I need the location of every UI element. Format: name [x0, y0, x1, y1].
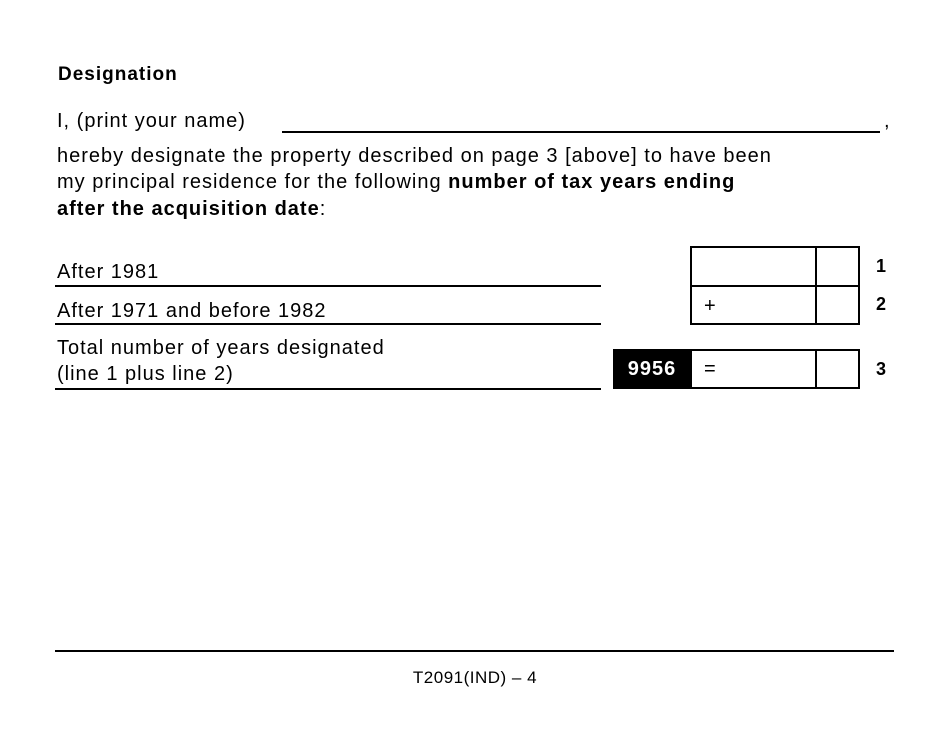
line-1-label: After 1981	[57, 261, 160, 283]
line-3-underline	[55, 388, 601, 390]
statement-line-3-bold: after the acquisition date	[57, 198, 320, 220]
line-1-number: 1	[876, 256, 887, 276]
line-3-label-2: (line 1 plus line 2)	[57, 363, 234, 385]
statement-line-2-normal: my principal residence for the following	[57, 171, 449, 193]
name-input-line[interactable]	[282, 131, 880, 133]
statement-line-2-bold: number of tax years ending	[448, 171, 736, 193]
line-2-underline	[55, 323, 601, 325]
equals-sign: =	[704, 358, 716, 380]
footer-divider	[55, 650, 894, 652]
line-1-years-field[interactable]	[690, 246, 817, 287]
line-code-9956: 9956	[613, 349, 691, 389]
statement-line-3	[57, 198, 326, 221]
statement-line-2	[57, 171, 735, 194]
line-3-total-field-end[interactable]	[815, 349, 860, 389]
form-page-id: T2091(IND) – 4	[412, 668, 538, 687]
plus-sign: +	[704, 295, 716, 317]
name-comma: ,	[884, 110, 891, 132]
line-2-years-field-end[interactable]	[815, 285, 860, 325]
line-2-label: After 1971 and before 1982	[57, 300, 327, 322]
section-title: Designation	[58, 64, 178, 85]
line-1-years-field-end[interactable]	[815, 246, 860, 287]
line-3-label-1: Total number of years designated	[57, 337, 385, 359]
line-1-underline	[55, 285, 601, 287]
line-3-number: 3	[876, 359, 887, 379]
statement-line-1: hereby designate the property described on page 3 [above] to have been	[57, 145, 772, 167]
line-2-number: 2	[876, 294, 887, 314]
name-prompt: I, (print your name)	[57, 110, 246, 132]
statement-line-3-end: :	[319, 198, 327, 220]
